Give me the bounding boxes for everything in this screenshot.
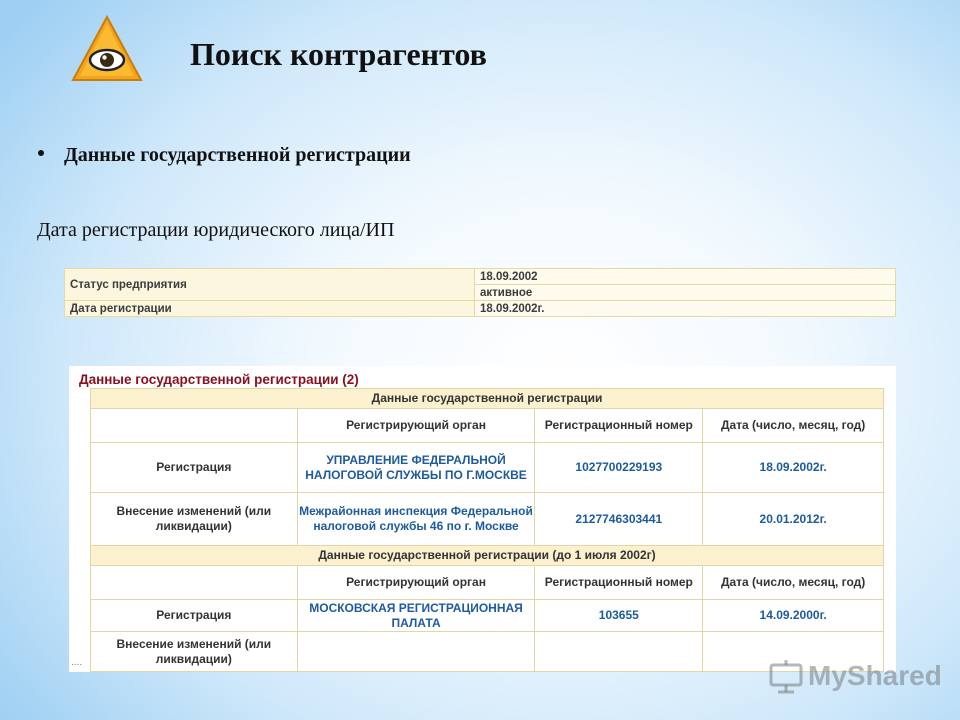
eye-triangle-logo: [70, 14, 144, 84]
row-number: 103655: [535, 600, 703, 632]
row-number: 1027700229193: [535, 443, 703, 493]
header-empty: [91, 409, 298, 443]
header-date: Дата (число, месяц, год): [703, 566, 884, 600]
header-date: Дата (число, месяц, год): [703, 409, 884, 443]
subline-text: Дата регистрации юридического лица/ИП: [37, 219, 395, 241]
reg-date-value: 18.09.2002г.: [475, 301, 896, 317]
bullet-item: [38, 144, 411, 167]
header-number: Регистрационный номер: [535, 409, 703, 443]
row-date: 20.01.2012г.: [703, 493, 884, 546]
watermark-text: MyShared: [808, 660, 942, 691]
registration-heading: Данные государственной регистрации (2): [79, 372, 359, 387]
row-authority: Межрайонная инспекция Федеральной налоговой службы 46 по г. Москве: [297, 493, 535, 546]
table-row: [91, 443, 884, 493]
header-authority: Регистрирующий орган: [297, 566, 535, 600]
status-value: активное: [475, 285, 896, 301]
table-row: [91, 600, 884, 632]
row-label: Внесение изменений (или ликвидации): [91, 493, 298, 546]
bullet-dot: [38, 150, 44, 156]
status-table: [64, 268, 896, 317]
registration-block: [69, 366, 896, 672]
bullet-text: Данные государственной регистрации: [64, 144, 411, 166]
table-row: [91, 493, 884, 546]
row-label: Регистрация: [91, 600, 298, 632]
row-date: 14.09.2000г.: [703, 600, 884, 632]
row-label: Внесение изменений (или ликвидации): [91, 632, 298, 672]
row-number: [535, 632, 703, 672]
table-row: [91, 632, 884, 672]
header-empty: [91, 566, 298, 600]
header-authority: Регистрирующий орган: [297, 409, 535, 443]
presentation-icon: [768, 658, 804, 694]
row-authority: [297, 632, 535, 672]
row-number: 2127746303441: [535, 493, 703, 546]
registration-table: [90, 388, 884, 672]
status-label: Статус предприятия: [65, 269, 475, 301]
watermark: [768, 656, 942, 696]
row-label: Регистрация: [91, 443, 298, 493]
footer-dots: ....: [71, 657, 83, 668]
reg-date-label: Дата регистрации: [65, 301, 475, 317]
status-date: 18.09.2002: [475, 269, 896, 285]
row-authority: УПРАВЛЕНИЕ ФЕДЕРАЛЬНОЙ НАЛОГОВОЙ СЛУЖБЫ ПО Г.МОСКВЕ: [297, 443, 535, 493]
page-title: Поиск контрагентов: [190, 36, 487, 72]
band-current: Данные государственной регистрации: [91, 389, 884, 409]
band-before-2002: Данные государственной регистрации (до 1 июля 2002г): [91, 546, 884, 566]
header-number: Регистрационный номер: [535, 566, 703, 600]
row-date: 18.09.2002г.: [703, 443, 884, 493]
row-authority: МОСКОВСКАЯ РЕГИСТРАЦИОННАЯ ПАЛАТА: [297, 600, 535, 632]
